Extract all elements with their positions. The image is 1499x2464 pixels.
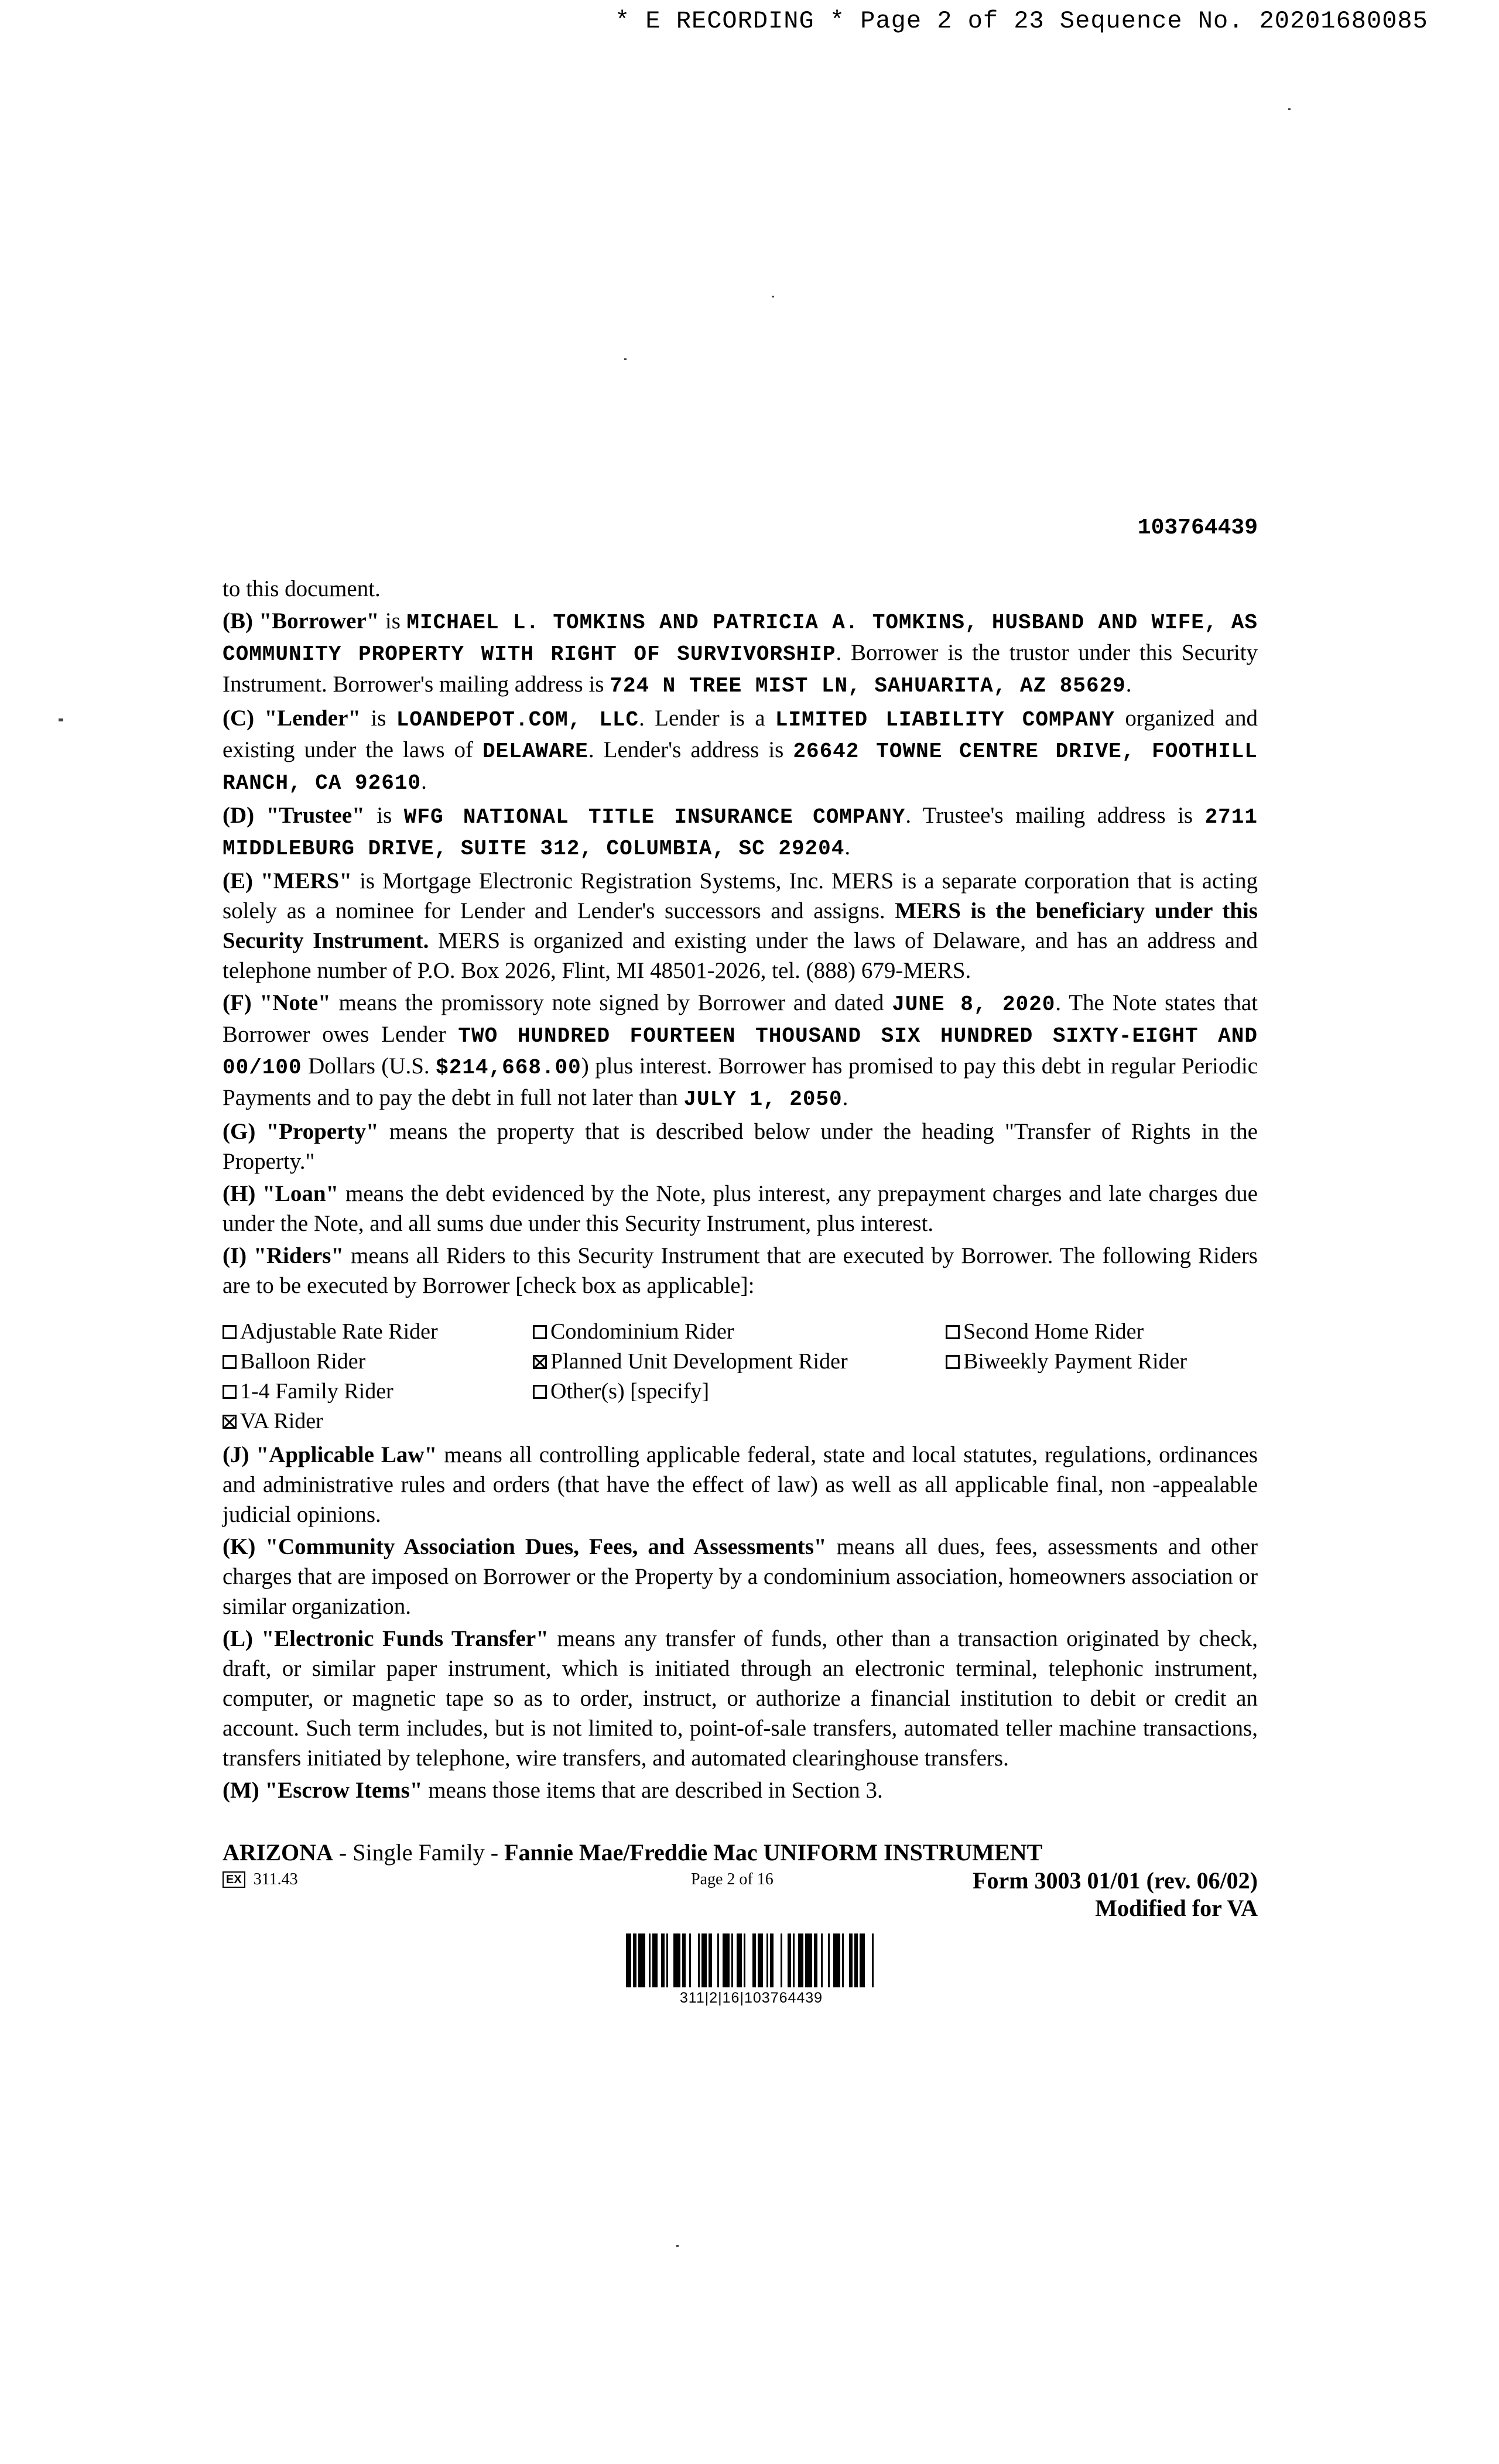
lender-name: LOANDEPOT.COM, LLC (396, 708, 639, 732)
rider-biweekly-payment[interactable] (946, 1347, 1258, 1377)
lender-address: 26642 TOWNE CENTRE DRIVE, FOOTHILL RANCH, CA 92610 (223, 740, 1258, 795)
trustee-name: WFG NATIONAL TITLE INSURANCE COMPANY (403, 805, 906, 829)
trustee-address: 2711 MIDDLEBURG DRIVE, SUITE 312, COLUMBIA, SC 29204 (223, 805, 1258, 861)
barcode-bar (758, 1933, 763, 1987)
checked-checkbox-icon[interactable] (533, 1355, 547, 1369)
checkbox-icon[interactable] (223, 1355, 237, 1369)
barcode-bar (638, 1933, 645, 1987)
section-label: (J) "Applicable Law" (223, 1442, 437, 1467)
rider-others[interactable] (533, 1377, 946, 1406)
rider-label: Condominium Rider (550, 1319, 734, 1344)
section-k-community-association: (K) "Community Association Dues, Fees, and Assessments" means all dues, fees, assessments and other charges that are imposed on Borrower or the Property by a condominium association, homeowners association or similar organization. (223, 1534, 1258, 1619)
section-f-note: (F) "Note" means the promissory note signed by Borrower and dated JUNE 8, 2020. The Note states that Borrower owes Lender TWO HUNDRED FOURTEEN THOUSAND SIX HUNDRED SIXTY-EIGHT AND 00/100 Dollars (U.S. $214,668.00) plus interest. Borrower has promised to pay this debt in regular Periodic Payments and to pay the debt in full not later than JULY 1, 2050. (223, 990, 1258, 1111)
checkbox-icon[interactable] (533, 1385, 547, 1399)
note-amount: $214,668.00 (436, 1056, 581, 1080)
intro-line: to this document. (223, 576, 381, 601)
rider-planned-unit-development[interactable] (533, 1347, 946, 1377)
section-label: (F) "Note" (223, 990, 331, 1015)
rider-balloon[interactable] (223, 1347, 533, 1377)
section-label: (B) "Borrower" (223, 608, 379, 634)
section-g-property: (G) "Property" means the property that is described below under the heading "Transfer of Rights in the Property." (223, 1119, 1258, 1174)
section-label: (L) "Electronic Funds Transfer" (223, 1626, 549, 1651)
rider-second-home[interactable] (946, 1317, 1258, 1347)
lender-state: DELAWARE (482, 740, 588, 764)
scan-speck (772, 296, 774, 297)
rider-label: Other(s) [specify] (550, 1379, 710, 1404)
recording-header: * E RECORDING * Page 2 of 23 Sequence No. 20201680085 (615, 7, 1428, 35)
barcode-bar (626, 1933, 631, 1987)
barcode-bar (805, 1933, 812, 1987)
riders-checklist (223, 1317, 1258, 1436)
barcode-bars (552, 1933, 950, 1987)
modified-for-va: Modified for VA (1095, 1895, 1258, 1921)
rider-condominium[interactable] (533, 1317, 946, 1347)
checkbox-icon[interactable] (223, 1325, 237, 1339)
checkbox-icon[interactable] (533, 1325, 547, 1339)
scan-speck (59, 718, 63, 721)
borrower-address: 724 N TREE MIST LN, SAHUARITA, AZ 85629 (610, 674, 1126, 698)
form-footer (223, 1839, 1258, 1922)
barcode-bar (712, 1933, 717, 1987)
page-indicator: Page 2 of 16 (691, 1870, 774, 1888)
section-label: (H) "Loan" (223, 1181, 339, 1206)
section-label: (E) "MERS" (223, 868, 352, 894)
loan-number: 103764439 (1137, 515, 1258, 540)
barcode-bar (774, 1933, 781, 1987)
section-label: (D) "Trustee" (223, 803, 365, 828)
rider-label: Biweekly Payment Rider (963, 1349, 1187, 1374)
barcode-bar (723, 1933, 730, 1987)
barcode-bar (798, 1933, 803, 1987)
lender-entity: LIMITED LIABILITY COMPANY (775, 708, 1115, 732)
section-l-electronic-funds-transfer: (L) "Electronic Funds Transfer" means any transfer of funds, other than a transaction originated by check, draft, or similar paper instrument, which is initiated through an electronic terminal, telephonic instrument, computer, or magnetic tape so as to order, instruct, or authorize a financial institution to debit or credit an account. Such term includes, but is not limited to, point-of-sale transfers, automated teller machine transactions, transfers initiated by telephone, wire transfers, and automated clearinghouse transfers. (223, 1626, 1258, 1771)
note-amount-words: TWO HUNDRED FOURTEEN THOUSAND SIX HUNDRED SIXTY-EIGHT AND 00/100 (223, 1024, 1258, 1080)
barcode-bar (673, 1933, 680, 1987)
checkbox-icon[interactable] (223, 1385, 237, 1399)
barcode-bar (668, 1933, 673, 1987)
section-e-mers: (E) "MERS" is Mortgage Electronic Registration Systems, Inc. MERS is a separate corporation that is acting solely as a nominee for Lender and Lender's successors and assigns. MERS is the beneficiary under this Security Instrument. MERS is organized and existing under the laws of Delaware, and has an address and telephone number of P.O. Box 2026, Flint, MI 48501-2026, tel. (888) 679-MERS. (223, 868, 1258, 983)
barcode-bar (782, 1933, 788, 1987)
section-d-trustee: (D) "Trustee" is WFG NATIONAL TITLE INSURANCE COMPANY. Trustee's mailing address is 2711 MIDDLEBURG DRIVE, SUITE 312, COLUMBIA, SC 29204. (223, 803, 1258, 861)
rider-adjustable-rate[interactable] (223, 1317, 533, 1347)
rider-label: Adjustable Rate Rider (240, 1319, 438, 1344)
section-label: (C) "Lender" (223, 706, 361, 731)
checked-checkbox-icon[interactable] (223, 1415, 237, 1429)
barcode-text: 311|2|16|103764439 (679, 1990, 823, 2006)
scan-speck (624, 358, 627, 360)
barcode-bar (652, 1933, 658, 1987)
section-c-lender: (C) "Lender" is LOANDEPOT.COM, LLC. Lender is a LIMITED LIABILITY COMPANY organized and existing under the laws of DELAWARE. Lender's address is 26642 TOWNE CENTRE DRIVE, FOOTHILL RANCH, CA 92610. (223, 706, 1258, 795)
barcode-bar (833, 1933, 840, 1987)
rider-va[interactable] (223, 1406, 533, 1436)
section-i-riders: (I) "Riders" means all Riders to this Security Instrument that are executed by Borrower. The following Riders are to be executed by Borrower [check box as applicable]: (223, 1243, 1258, 1298)
checkbox-icon[interactable] (946, 1355, 960, 1369)
rider-label: 1-4 Family Rider (240, 1379, 393, 1404)
document-body (223, 574, 1258, 1808)
form-title: ARIZONA - Single Family - Fannie Mae/Freddie Mac UNIFORM INSTRUMENT (223, 1839, 1043, 1866)
form-number: Form 3003 01/01 (rev. 06/02) (973, 1867, 1258, 1894)
section-label: (M) "Escrow Items" (223, 1778, 423, 1803)
mers-beneficiary-statement: MERS is the beneficiary under this Security Instrument. (223, 898, 1258, 953)
barcode-bar (737, 1933, 742, 1987)
rider-label: Second Home Rider (963, 1319, 1144, 1344)
section-h-loan: (H) "Loan" means the debt evidenced by the Note, plus interest, any prepayment charges and late charges due under the Note, and all sums due under this Security Instrument, plus interest. (223, 1181, 1258, 1236)
rider-label: Planned Unit Development Rider (550, 1349, 848, 1374)
barcode-bar (823, 1933, 828, 1987)
barcode-bar (865, 1933, 872, 1987)
maturity-date: JULY 1, 2050 (683, 1087, 843, 1111)
section-m-escrow-items: (M) "Escrow Items" means those items that are described in Section 3. (223, 1778, 883, 1803)
scan-speck (1288, 108, 1291, 110)
barcode-bar (745, 1933, 752, 1987)
section-label: (K) "Community Association Dues, Fees, and Assessments" (223, 1534, 827, 1559)
checkbox-icon[interactable] (946, 1325, 960, 1339)
section-label: (I) "Riders" (223, 1243, 344, 1268)
barcode-bar (860, 1933, 865, 1987)
rider-label: Balloon Rider (240, 1349, 366, 1374)
form-info-row (223, 1867, 1258, 1895)
barcode-bar (691, 1933, 698, 1987)
note-date: JUNE 8, 2020 (892, 993, 1056, 1017)
section-label: (G) "Property" (223, 1119, 379, 1144)
barcode-bar (844, 1933, 849, 1987)
rider-1-4-family[interactable] (223, 1377, 533, 1406)
borrower-names: MICHAEL L. TOMKINS AND PATRICIA A. TOMKINS, HUSBAND AND WIFE, AS COMMUNITY PROPERTY WITH RIGHT OF SURVIVORSHIP (223, 611, 1258, 666)
scan-speck (676, 2245, 679, 2247)
form-logo-icon: EX (223, 1871, 245, 1888)
barcode (552, 1933, 950, 2007)
barcode-bar (701, 1933, 707, 1987)
rider-label: VA Rider (240, 1409, 323, 1433)
section-b-borrower: (B) "Borrower" is MICHAEL L. TOMKINS AND PATRICIA A. TOMKINS, HUSBAND AND WIFE, AS COMMUNITY PROPERTY WITH RIGHT OF SURVIVORSHIP. Borrower is the trustor under this Security Instrument. Borrower's mailing address is 724 N TREE MIST LN, SAHUARITA, AZ 85629. (223, 608, 1258, 698)
rider-empty-slot (946, 1377, 1258, 1406)
section-j-applicable-law: (J) "Applicable Law" means all controlling applicable federal, state and local statutes, regulations, ordinances and administrative rules and orders (that have the effect of law) as well as all applicable final, non -appealable judicial opinions. (223, 1442, 1258, 1527)
barcode-bar (874, 1933, 877, 1987)
form-code: EX 311.43 (223, 1870, 298, 1889)
